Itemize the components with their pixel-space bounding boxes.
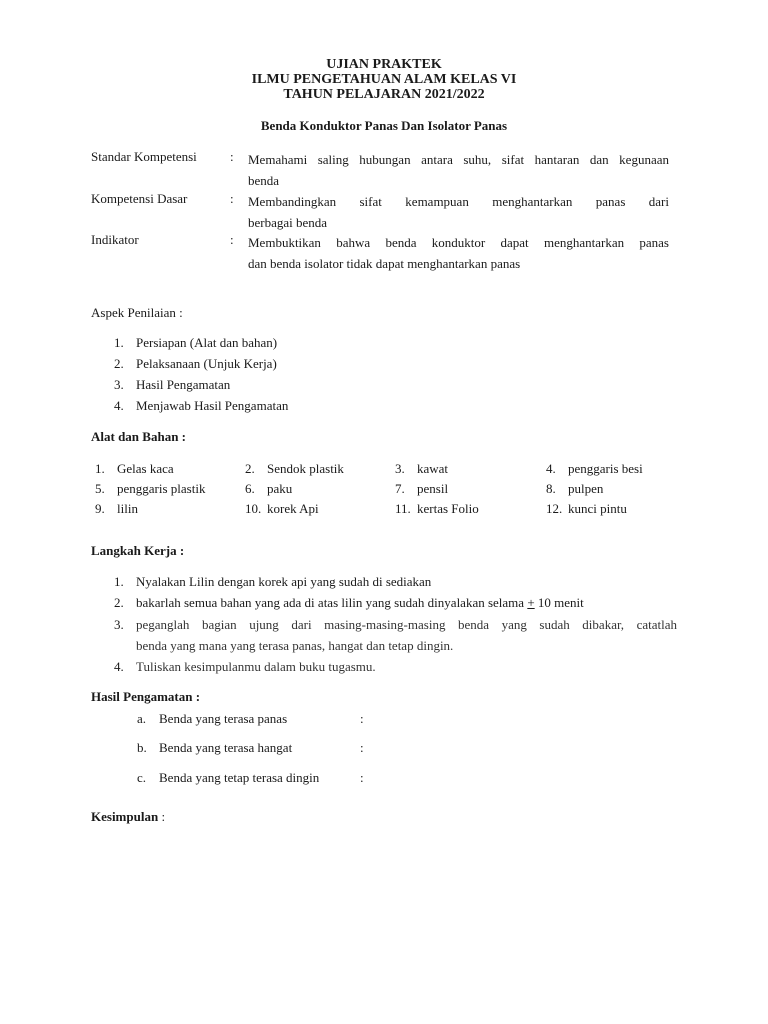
alat-number: 4. bbox=[546, 461, 556, 476]
list-letter: c. bbox=[137, 770, 147, 785]
list-text: Pelaksanaan (Unjuk Kerja) bbox=[136, 356, 277, 371]
alat-item: kertas Folio bbox=[417, 501, 479, 516]
langkah-heading: Langkah Kerja : bbox=[91, 543, 185, 558]
row-colon: : bbox=[230, 232, 234, 247]
alat-item: penggaris besi bbox=[568, 461, 643, 476]
alat-number: 1. bbox=[95, 461, 105, 476]
alat-number: 8. bbox=[546, 481, 556, 496]
list-colon: : bbox=[360, 770, 364, 785]
list-text: Benda yang terasa panas bbox=[159, 711, 288, 726]
row-colon: : bbox=[230, 191, 234, 206]
list-number: 4. bbox=[114, 659, 124, 674]
list-number: 2. bbox=[114, 356, 124, 371]
alat-item: kawat bbox=[417, 461, 449, 476]
alat-item: pensil bbox=[417, 481, 449, 496]
list-letter: a. bbox=[137, 711, 147, 726]
list-number: 2. bbox=[114, 595, 124, 610]
list-text: Persiapan (Alat dan bahan) bbox=[136, 335, 278, 350]
alat-number: 6. bbox=[245, 481, 255, 496]
alat-number: 9. bbox=[95, 501, 105, 516]
list-text-continued: benda yang mana yang terasa panas, hangat dan tetap dingin. bbox=[136, 638, 454, 653]
row-value bbox=[248, 232, 669, 274]
list-colon: : bbox=[360, 711, 364, 726]
alat-number: 3. bbox=[395, 461, 405, 476]
alat-item: kunci pintu bbox=[568, 501, 627, 516]
document-title bbox=[0, 57, 768, 102]
alat-item: lilin bbox=[117, 501, 138, 516]
list-text-part: bakarlah semua bahan yang ada di atas lilin yang sudah dinyalakan selama bbox=[136, 595, 528, 610]
alat-item: paku bbox=[267, 481, 293, 496]
alat-number: 7. bbox=[395, 481, 405, 496]
row-value bbox=[248, 149, 669, 191]
list-text-part: 10 menit bbox=[534, 595, 584, 610]
row-colon: : bbox=[230, 149, 234, 164]
hasil-heading: Hasil Pengamatan : bbox=[91, 689, 201, 704]
row-value-line-2: dan benda isolator tidak dapat menghantarkan panas bbox=[248, 256, 521, 271]
list-number: 1. bbox=[114, 574, 124, 589]
kesimpulan-colon: : bbox=[158, 809, 166, 824]
alat-item: korek Api bbox=[267, 501, 319, 516]
list-number: 3. bbox=[114, 617, 124, 632]
alat-item: penggaris plastik bbox=[117, 481, 206, 496]
list-number: 1. bbox=[114, 335, 124, 350]
list-text: peganglah bagian ujung dari masing-masing-masing benda yang sudah dibakar, catatlah bbox=[136, 617, 677, 632]
list-text bbox=[136, 595, 584, 611]
alat-number: 2. bbox=[245, 461, 255, 476]
row-value-line-2: benda bbox=[248, 173, 280, 188]
title-line-2: ILMU PENGETAHUAN ALAM KELAS VI bbox=[251, 72, 517, 87]
alat-number: 11. bbox=[395, 501, 411, 516]
list-letter: b. bbox=[137, 740, 147, 755]
list-number: 3. bbox=[114, 377, 124, 392]
document-subtitle: Benda Konduktor Panas Dan Isolator Panas bbox=[260, 118, 508, 133]
alat-item: Sendok plastik bbox=[267, 461, 344, 476]
alat-number: 12. bbox=[546, 501, 563, 516]
row-value-line-1: Membuktikan bahwa benda konduktor dapat menghantarkan panas bbox=[248, 235, 669, 250]
row-value-line-1: Memahami saling hubungan antara suhu, sifat hantaran dan kegunaan bbox=[248, 152, 669, 167]
alat-item: pulpen bbox=[568, 481, 604, 496]
alat-number: 5. bbox=[95, 481, 105, 496]
row-label: Kompetensi Dasar bbox=[91, 191, 188, 206]
row-value-line-2: berbagai benda bbox=[248, 215, 328, 230]
row-value-line-1: Membandingkan sifat kemampuan menghantarkan panas dari bbox=[248, 194, 669, 209]
aspek-heading: Aspek Penilaian : bbox=[91, 305, 183, 320]
alat-heading: Alat dan Bahan : bbox=[91, 429, 186, 444]
list-text: Hasil Pengamatan bbox=[136, 377, 231, 392]
title-line-1: UJIAN PRAKTEK bbox=[326, 57, 442, 72]
title-line-3: TAHUN PELAJARAN 2021/2022 bbox=[283, 87, 485, 102]
list-colon: : bbox=[360, 740, 364, 755]
list-text: Benda yang terasa hangat bbox=[159, 740, 293, 755]
list-number: 4. bbox=[114, 398, 124, 413]
list-text: Menjawab Hasil Pengamatan bbox=[136, 398, 289, 413]
row-value bbox=[248, 191, 669, 233]
list-text: Tuliskan kesimpulanmu dalam buku tugasmu. bbox=[136, 659, 376, 674]
row-label: Indikator bbox=[91, 232, 139, 247]
kesimpulan-heading bbox=[91, 809, 165, 825]
kesimpulan-label: Kesimpulan bbox=[91, 809, 159, 824]
alat-item: Gelas kaca bbox=[117, 461, 174, 476]
plus-minus-sign: + bbox=[527, 595, 535, 610]
alat-number: 10. bbox=[245, 501, 262, 516]
row-label: Standar Kompetensi bbox=[91, 149, 197, 164]
list-text: Nyalakan Lilin dengan korek api yang sudah di sediakan bbox=[136, 574, 432, 589]
list-text: Benda yang tetap terasa dingin bbox=[159, 770, 320, 785]
